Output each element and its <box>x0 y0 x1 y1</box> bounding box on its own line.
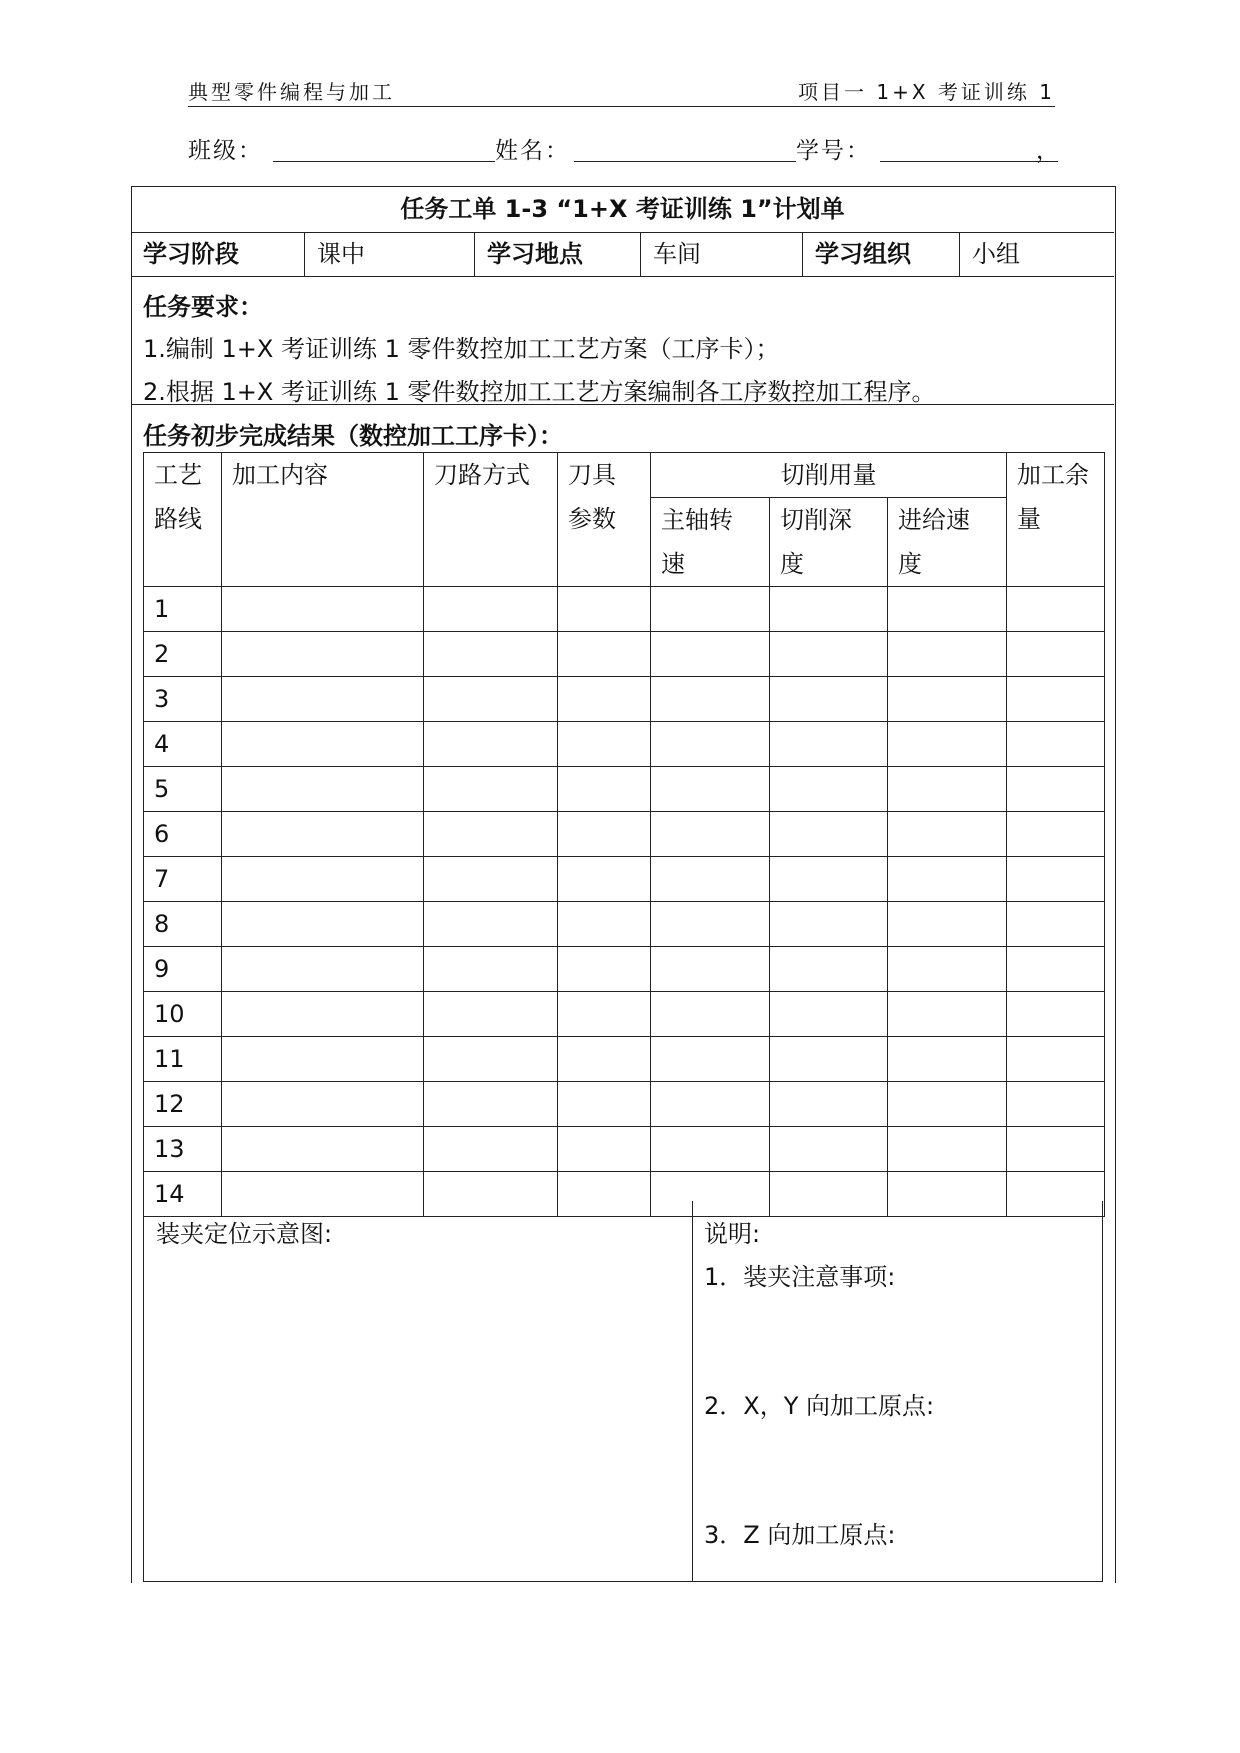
table-cell[interactable] <box>424 632 558 677</box>
notes-heading: 说明: <box>704 1220 761 1248</box>
table-cell[interactable] <box>770 992 888 1037</box>
table-cell[interactable] <box>651 947 770 992</box>
table-cell[interactable] <box>651 677 770 722</box>
table-cell[interactable] <box>424 1082 558 1127</box>
table-cell[interactable] <box>1007 812 1105 857</box>
table-row <box>144 587 1105 632</box>
table-cell[interactable] <box>1007 632 1105 677</box>
table-row <box>144 1082 1105 1127</box>
table-cell[interactable] <box>424 722 558 767</box>
table-cell[interactable] <box>651 812 770 857</box>
header-cutting: 切削用量 <box>651 453 1007 498</box>
clamp-diagram-label: 装夹定位示意图: <box>156 1220 333 1248</box>
table-row <box>144 767 1105 812</box>
header-tool: 刀具参数 <box>558 453 651 587</box>
header-allowance: 加工余量 <box>1007 453 1105 587</box>
table-row <box>144 1037 1105 1082</box>
header-route: 工艺路线 <box>144 453 222 587</box>
table-cell[interactable] <box>1007 902 1105 947</box>
table-row <box>144 722 1105 767</box>
table-row <box>144 947 1105 992</box>
table-cell[interactable] <box>558 1127 651 1172</box>
row-number: 5 <box>144 767 222 812</box>
row-number: 12 <box>144 1082 222 1127</box>
table-cell[interactable] <box>651 722 770 767</box>
class-label: 班级： <box>188 138 263 164</box>
table-cell[interactable] <box>888 632 1007 677</box>
table-cell[interactable] <box>424 767 558 812</box>
row-number: 9 <box>144 947 222 992</box>
table-cell[interactable] <box>888 812 1007 857</box>
requirements-heading: 任务要求： <box>143 293 263 321</box>
table-row <box>144 857 1105 902</box>
table-cell[interactable] <box>651 587 770 632</box>
table-cell[interactable] <box>222 947 424 992</box>
table-cell[interactable] <box>222 902 424 947</box>
table-cell[interactable] <box>651 1127 770 1172</box>
table-cell[interactable] <box>222 587 424 632</box>
table-cell[interactable] <box>770 1082 888 1127</box>
stage-value: 课中 <box>305 232 475 276</box>
header-feed: 进给速度 <box>888 498 1007 587</box>
task-requirements <box>131 276 1114 405</box>
table-cell[interactable] <box>888 902 1007 947</box>
table-cell[interactable] <box>424 1037 558 1082</box>
table-cell[interactable] <box>651 1082 770 1127</box>
requirement-item: 1.编制 1+X 考证训练 1 零件数控加工工艺方案（工序卡）； <box>143 335 780 363</box>
table-cell[interactable] <box>222 1127 424 1172</box>
table-cell[interactable] <box>888 1127 1007 1172</box>
table-cell[interactable] <box>770 1037 888 1082</box>
table-cell[interactable] <box>424 857 558 902</box>
table-cell[interactable] <box>1007 992 1105 1037</box>
result-title: 任务初步完成结果（数控加工工序卡）： <box>143 422 563 450</box>
table-cell[interactable] <box>770 902 888 947</box>
table-cell[interactable] <box>888 992 1007 1037</box>
table-cell[interactable] <box>1007 1127 1105 1172</box>
row-number: 7 <box>144 857 222 902</box>
class-field[interactable] <box>273 161 495 162</box>
table-cell[interactable] <box>424 812 558 857</box>
table-row <box>144 1127 1105 1172</box>
running-header <box>188 76 1055 107</box>
project-title: 项目一 1+X 考证训练 1 <box>798 80 1055 104</box>
row-number: 2 <box>144 632 222 677</box>
table-cell[interactable] <box>888 722 1007 767</box>
table-cell[interactable] <box>1007 677 1105 722</box>
table-row <box>144 812 1105 857</box>
row-number: 1 <box>144 587 222 632</box>
process-card-table <box>143 452 1105 1217</box>
table-cell[interactable] <box>558 632 651 677</box>
table-cell[interactable] <box>558 1037 651 1082</box>
table-cell[interactable] <box>558 992 651 1037</box>
row-number: 14 <box>144 1172 222 1217</box>
table-row <box>144 677 1105 722</box>
name-field[interactable] <box>574 161 796 162</box>
trailing-comma: ， <box>1036 138 1061 164</box>
table-cell[interactable] <box>1007 857 1105 902</box>
row-number: 3 <box>144 677 222 722</box>
row-number: 4 <box>144 722 222 767</box>
table-cell[interactable] <box>558 857 651 902</box>
student-id-field[interactable] <box>880 161 1058 162</box>
table-cell[interactable] <box>424 902 558 947</box>
table-cell[interactable] <box>888 1037 1007 1082</box>
table-cell[interactable] <box>558 722 651 767</box>
table-cell[interactable] <box>222 1037 424 1082</box>
table-cell[interactable] <box>770 857 888 902</box>
table-cell[interactable] <box>651 992 770 1037</box>
place-label: 学习地点 <box>475 232 641 276</box>
table-cell[interactable] <box>1007 947 1105 992</box>
note-clamp-precautions: 1．装夹注意事项: <box>704 1263 896 1291</box>
table-cell[interactable] <box>1007 1037 1105 1082</box>
table-cell[interactable] <box>222 857 424 902</box>
row-number: 11 <box>144 1037 222 1082</box>
table-cell[interactable] <box>222 677 424 722</box>
table-cell[interactable] <box>651 902 770 947</box>
table-cell[interactable] <box>558 677 651 722</box>
table-cell[interactable] <box>888 677 1007 722</box>
table-cell[interactable] <box>424 992 558 1037</box>
row-number: 10 <box>144 992 222 1037</box>
table-cell[interactable] <box>424 677 558 722</box>
table-cell[interactable] <box>1007 1082 1105 1127</box>
table-cell[interactable] <box>770 632 888 677</box>
table-cell[interactable] <box>888 1082 1007 1127</box>
table-cell[interactable] <box>770 947 888 992</box>
table-cell[interactable] <box>222 632 424 677</box>
stage-row <box>131 232 1114 277</box>
table-cell[interactable] <box>651 767 770 812</box>
table-cell[interactable] <box>770 587 888 632</box>
table-body <box>144 587 1105 1217</box>
note-xy-origin: 2．X，Y 向加工原点: <box>704 1392 935 1420</box>
table-cell[interactable] <box>222 722 424 767</box>
table-cell[interactable] <box>222 992 424 1037</box>
note-z-origin: 3．Z 向加工原点: <box>704 1521 896 1549</box>
stage-label: 学习阶段 <box>131 232 305 276</box>
course-title: 典型零件编程与加工 <box>188 80 395 104</box>
table-cell[interactable] <box>888 947 1007 992</box>
table-cell[interactable] <box>424 1127 558 1172</box>
student-id-label: 学号： <box>796 138 871 164</box>
table-cell[interactable] <box>888 767 1007 812</box>
student-info <box>188 132 1061 166</box>
table-cell[interactable] <box>558 587 651 632</box>
table-cell[interactable] <box>651 857 770 902</box>
table-cell[interactable] <box>558 947 651 992</box>
row-number: 6 <box>144 812 222 857</box>
row-number: 13 <box>144 1127 222 1172</box>
table-cell[interactable] <box>1007 722 1105 767</box>
table-cell[interactable] <box>1007 587 1105 632</box>
table-cell[interactable] <box>770 677 888 722</box>
table-cell[interactable] <box>1007 767 1105 812</box>
table-cell[interactable] <box>222 1082 424 1127</box>
table-cell[interactable] <box>558 812 651 857</box>
org-label: 学习组织 <box>803 232 960 276</box>
bottom-section <box>143 1201 1103 1582</box>
table-cell[interactable] <box>770 812 888 857</box>
table-cell[interactable] <box>770 767 888 812</box>
table-cell[interactable] <box>424 947 558 992</box>
row-number: 8 <box>144 902 222 947</box>
table-cell[interactable] <box>770 1127 888 1172</box>
place-value: 车间 <box>641 232 803 276</box>
table-row <box>144 992 1105 1037</box>
header-content: 加工内容 <box>222 453 424 587</box>
bottom-divider <box>692 1201 693 1581</box>
table-cell[interactable] <box>770 722 888 767</box>
table-cell[interactable] <box>558 1082 651 1127</box>
name-label: 姓名： <box>495 138 570 164</box>
table-cell[interactable] <box>558 902 651 947</box>
requirement-item: 2.根据 1+X 考证训练 1 零件数控加工工艺方案编制各工序数控加工程序。 <box>143 378 936 406</box>
table-cell[interactable] <box>558 767 651 812</box>
table-cell[interactable] <box>888 587 1007 632</box>
header-depth: 切削深度 <box>770 498 888 587</box>
table-cell[interactable] <box>424 587 558 632</box>
header-spindle: 主轴转速 <box>651 498 770 587</box>
worksheet-title: 任务工单 1-3 “1+X 考证训练 1”计划单 <box>131 186 1114 233</box>
table-cell[interactable] <box>222 812 424 857</box>
table-row <box>144 902 1105 947</box>
table-cell[interactable] <box>651 632 770 677</box>
org-value: 小组 <box>972 240 1020 268</box>
table-row <box>144 632 1105 677</box>
table-cell[interactable] <box>222 767 424 812</box>
header-toolpath: 刀路方式 <box>424 453 558 587</box>
table-cell[interactable] <box>651 1037 770 1082</box>
table-cell[interactable] <box>888 857 1007 902</box>
